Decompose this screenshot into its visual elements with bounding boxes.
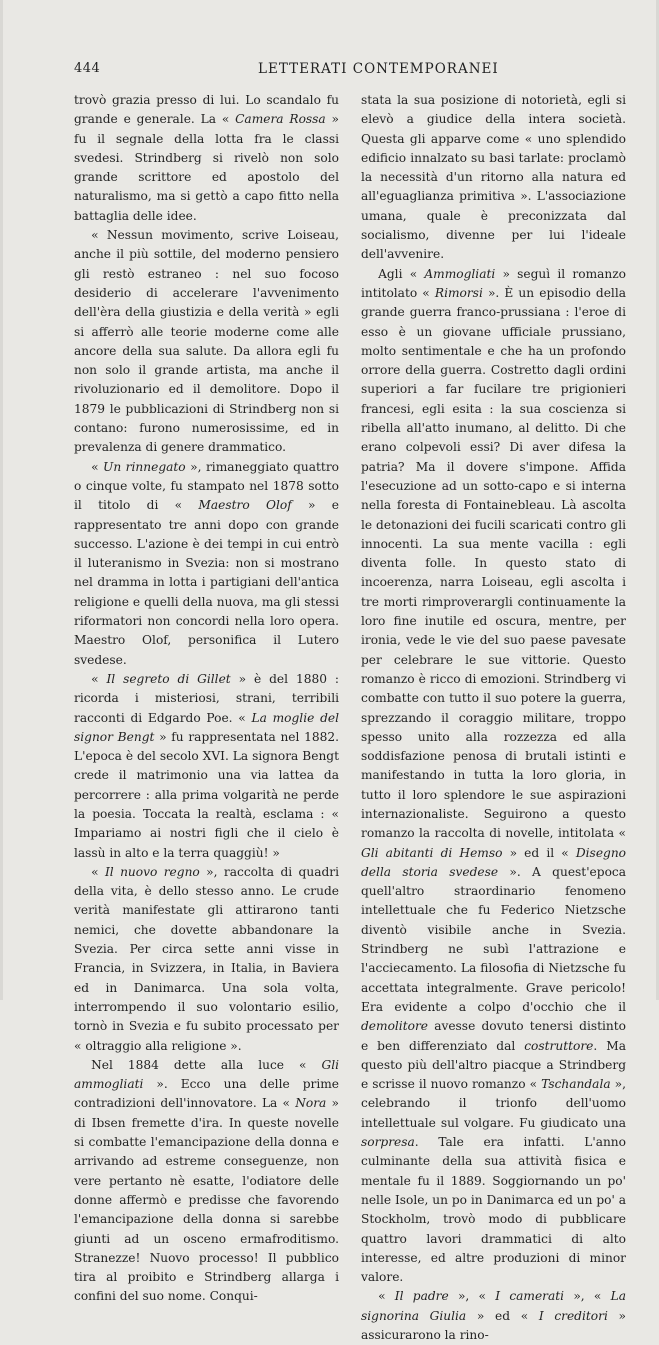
paragraph: « Il nuovo regno », raccolta di quadri della vita, è dello stesso anno. Le crude verità manifestate gli attirarono tanti nemici, che dovette abbandonare la Svezia. Per circa sette anni visse in Francia, in Svizzera, in Italia, in Baviera ed in Danimarca. Una sola volta, interrompendo il suo volontario esilio, tornò in Svezia e fu subito processato per « oltraggio alla religione ». <box>74 864 339 1053</box>
running-head <box>0 61 659 81</box>
right-column <box>361 91 626 1345</box>
paragraph: trovò grazia presso di lui. Lo scandalo fu grande e generale. La « Camera Rossa » fu il segnale della lotta fra le classi svedesi. Strindberg si rivelò non solo grande scrittore ed apostolo del naturalismo, ma si gettò a capo fitto nella battaglia delle idee. <box>74 93 339 223</box>
paragraph: « Il padre », « I camerati », « La signorina Giulia » ed « I creditori » assicurarono la rino- <box>361 1289 626 1342</box>
left-column <box>74 91 339 1307</box>
paragraph: « Un rinnegato », rimaneggiato quattro o cinque volte, fu stampato nel 1878 sotto il titolo di « Maestro Olof » e rappresentato tre anni dopo con grande successo. L'azione è dei tempi in cui entrò il luteranismo in Svezia: non si mostrano nel dramma in lotta i partigiani dell'antica religione e quelli della nuova, ma gli stessi riformatori non concordi nella loro opera. Maestro Olof, personifica il Lutero svedese. <box>74 459 339 667</box>
paragraph: Agli « Ammogliati » seguì il romanzo intitolato « Rimorsi ». È un episodio della grande guerra franco-prussiana : l'eroe di esso è un giovane ufficiale prussiano, molto sentimentale e che ha un profondo orrore della guerra. Costretto dagli ordini superiori a far fucilare tre prigionieri francesi, egli esita : la sua coscienza si ribella all'atto inumano, al delitto. Di che erano colpevoli essi? Di aver difesa la patria? Ma il dovere s'impone. Affida l'esecuzione ad un sotto-capo e si interna nella foresta di Fontainebleau. Là ascolta le detonazioni dei fucili scaricati contro gli innocenti. La sua mente vacilla : egli diventa folle. In questo stato di incoerenza, narra Loiseau, egli ascolta i tre morti rimproverargli continuamente la loro fine inutile ed oscura, mentre, per ironia, vede le vie del suo paese pavesate per celebrare le sue vittorie. Questo romanzo è ricco di emozioni. Strindberg vi combatte con tutto il suo potere la guerra, sprezzando il coraggio militare, troppo spesso unito alla rozzezza ed alla soddisfazione penosa di brutali istinti e manifestando in tutta la loro gloria, in tutto il loro splendore le sue aspirazioni internazionaliste. Seguirono a questo romanzo la raccolta di novelle, intitolata « Gli abitanti di Hemso » ed il « Disegno della storia svedese ». A quest'epoca quell'altro straordinario fenomeno intellettuale che fu Federico Nietzsche diventò visibile anche in Svezia. Strindberg ne subì l'attrazione e l'acciecamento. La filosofia di Nietzsche fu accettata integralmente. Grave pericolo! Era evidente a colpo d'occhio che il demolitore avesse dovuto tenersi distinto e ben differenziato dal costruttore. Ma questo più dell'altro piacque a Strindberg e scrisse il nuovo romanzo « Tschandala », celebrando il trionfo dell'uomo intellettuale sul volgare. Fu giudicato una sorpresa. Tale era infatti. L'anno culminante della sua attività fisica e mentale fu il 1889. Soggiornando un po' nelle Isole, un po in Danimarca ed un po' a Stockholm, trovò modo di pubblicare quattro lavori drammatici di alto interesse, ed altre produzioni di minor valore. <box>361 266 627 1285</box>
paragraph: Nel 1884 dette alla luce « Gli ammogliati ». Ecco una delle prime contradizioni dell'innovatore. La « Nora » di Ibsen fremette d'ira. In queste novelle si combatte l'emancipazione della donna e arrivando ad estreme conseguenze, non vere pertanto nè esatte, l'odiatore delle donne affermò e predisse che favorendo l'emancipazione della donna si sarebbe giunti ad un osceno ermafroditismo. Stranezze! Nuovo processo! Il pubblico tira al proibito e Strindberg allarga i confini del suo nome. Conqui- <box>74 1057 339 1304</box>
running-title: LETTERATI CONTEMPORANEI <box>258 61 499 77</box>
page-edge-left <box>0 0 3 1000</box>
paragraph: « Nessun movimento, scrive Loiseau, anche il più sottile, del moderno pensiero gli restò estraneo : nel suo focoso desiderio di accelerare l'avvenimento dell'èra della giustizia e della verità » egli si afferrò alle teorie moderne come alle ancore della sua salute. Da allora egli fu non solo il grande artista, ma anche il rivoluzionario ed il demolitore. Dopo il 1879 le pubblicazioni di Strindberg non si contano: furono numerosissime, ed in prevalenza di genere drammatico. <box>74 228 339 455</box>
page-number: 444 <box>74 61 101 76</box>
paragraph: stata la sua posizione di notorietà, egli si elevò a giudice della intera società. Questa gli apparve come « uno splendido edificio innalzato su basi tarlate: proclamò la necessità d'un ritorno alla natura ed all'eguaglianza primitiva ». L'associazione umana, quale è preconizzata dal socialismo, divenne per lui l'ideale dell'avvenire. <box>361 93 626 262</box>
paragraph: « Il segreto di Gillet » è del 1880 : ricorda i misteriosi, strani, terribili racconti di Edgardo Poe. « La moglie del signor Bengt » fu rappresentata nel 1882. L'epoca è del secolo XVI. La signora Bengt crede il matrimonio una via lattea da percorrere : alla prima volgarità ne perde la poesia. Toccata la realtà, esclama : « Impariamo ai nostri figli che il cielo è lassù in alto e la terra quaggiù! » <box>74 671 340 860</box>
